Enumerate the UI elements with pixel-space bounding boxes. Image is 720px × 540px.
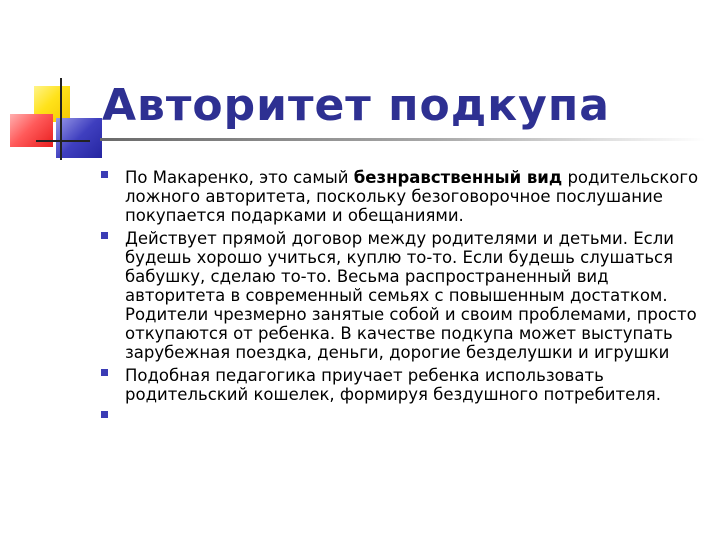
horizontal-line-decoration: [36, 140, 90, 142]
square-bullet-icon: [101, 232, 108, 239]
square-bullet-icon: [101, 369, 108, 376]
bullet-list: [100, 168, 700, 427]
bullet-text: Действует прямой договор между родителями и детьми. Если будешь хорошо учиться, куплю то-то. Если будешь слушаться бабушку, сделаю то-то. Весьма распространенный вид авторитета в современный семьях с повышенным достатком. Родители чрезмерно занятые собой и своим проблемами, просто откупаются от ребенка. В качестве подкупа может выступать зарубежная поездка, деньги, дорогие безделушки и игрушки: [125, 229, 697, 362]
square-bullet-icon: [101, 171, 108, 178]
bullet-text-end: родительского ложного авторитета, поскольку безоговорочное послушание покупается подарками и обещаниями.: [125, 168, 699, 225]
blue-square-decoration: [56, 118, 102, 158]
bullet-text-start: По Макаренко, это самый: [125, 168, 354, 187]
bullet-text-bold: безнравственный вид: [353, 168, 563, 187]
title-underline: [100, 138, 705, 141]
slide-title: Авторитет подкупа: [102, 80, 610, 131]
bullet-item: [100, 168, 700, 225]
empty-bullet-item: [100, 408, 700, 427]
square-bullet-icon: [101, 411, 108, 418]
vertical-line-decoration: [60, 78, 62, 160]
red-square-decoration: [10, 114, 53, 147]
bullet-item: [100, 229, 700, 362]
bullet-text: Подобная педагогика приучает ребенка использовать родительский кошелек, формируя бездушного потребителя.: [125, 366, 661, 404]
bullet-item: [100, 366, 700, 404]
